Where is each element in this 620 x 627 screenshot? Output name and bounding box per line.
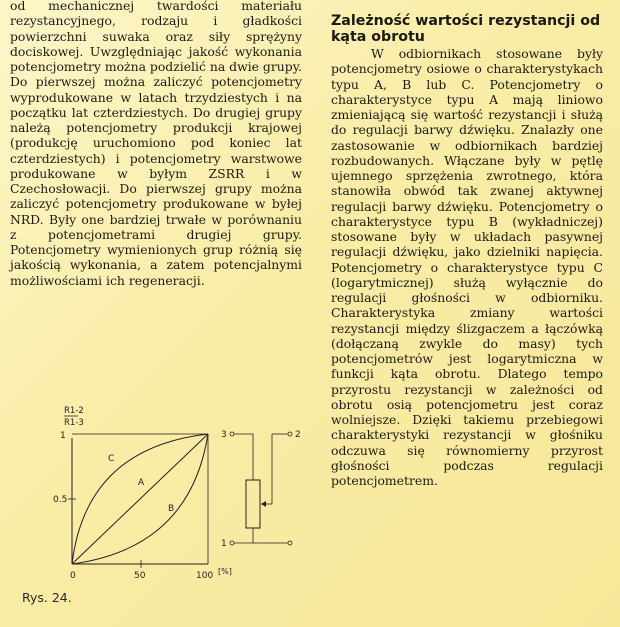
terminal-1-right <box>288 541 292 545</box>
figure-24 <box>20 398 310 598</box>
characteristic-diagram <box>20 398 310 598</box>
origin-label: 0 <box>70 571 76 581</box>
y-label-bottom: R1-3 <box>64 418 84 428</box>
left-text-column <box>10 0 302 288</box>
y-tick-label-half: 0.5 <box>53 495 68 505</box>
terminal-2 <box>288 432 292 436</box>
curve-label-a: A <box>138 478 145 488</box>
terminal-label-3: 3 <box>221 430 227 440</box>
terminal-3 <box>230 432 234 436</box>
section-heading: Zależność wartości rezystancji od kąta obrotu <box>331 13 601 45</box>
curve-label-b: B <box>168 504 175 514</box>
figure-caption: Rys. 24. <box>22 590 72 605</box>
terminal-label-2: 2 <box>295 430 301 440</box>
y-tick-label-1: 1 <box>60 431 66 441</box>
resistor-body <box>246 480 260 528</box>
x-tick-label-50: 50 <box>134 571 146 581</box>
right-text-column <box>331 0 603 488</box>
y-label-top: R1-2 <box>64 406 84 416</box>
x-unit-label: [%] <box>218 567 232 576</box>
left-paragraph: od mechanicznej twardości materiału rezystancyjnego, rodzaju i gładkości powierzchni suwaka oraz siły sprężyny dociskowej. Uwzględniając jakość wykonania potencjometry można podzielić na dwie grupy. Do pierwszej można zaliczyć potencjometry wyprodukowane w latach trzydziestych i na początku lat czterdziestych. Do drugiej grupy należą potencjometry produkcji krajowej (produkcję uruchomiono pod koniec lat czterdziestych) i potencjometry warstwowe produkowane w byłym ZSRR i w Czechosłowacji. Do pierwszej grupy można zaliczyć potencjometry produkowane w byłej NRD. Były one bardziej trwałe w porównaniu z potencjometrami drugiej grupy. Potencjometry wymienionych grup różnią się jakością wykonania, a zatem potencjalnymi możliwościami ich regeneracji. <box>10 0 302 288</box>
curve-label-c: C <box>108 454 115 464</box>
terminal-label-1: 1 <box>221 539 227 549</box>
wiper-arrow-icon <box>261 501 266 507</box>
right-paragraph: W odbiornikach stosowane były potencjometry osiowe o charakterystykach typu A, B lub C. Potencjometry o charakterystyce typu A mają liniowo zmieniającą się wartość rezystancji i służą do regulacji barwy dźwięku. Znalazły one zastosowanie w odbiornikach bardziej rozbudowanych. Włączane były w pętlę ujemnego sprzężenia zwrotnego, która stanowiła obwód tak zwanej aktywnej regulacji barwy dźwięku. Potencjometry o charakterystyce typu B (wykładniczej) stosowane były w układach pasywnej regulacji dźwięku, jako dzielniki napięcia. Potencjometry o charakterystyce typu C (logarytmicznej) służą wyłącznie do regulacji głośności w odbiorniku. Charakterystyka zmiany wartości rezystancji między ślizgaczem a łączówką (dołączaną zwykle do masy) tych potencjometrów jest logarytmiczna w funkcji kąta obrotu. Dlatego tempo przyrostu rezystancji w zależności od obrotu osią potencjometru jest coraz wolniejsze. Dzięki takiemu przebiegowi charakterystyki rezystancji w głośniku odczuwa się równomierny przyrost głośności podczas regulacji potencjometrem. <box>331 46 603 488</box>
x-tick-label-100: 100 <box>196 571 214 581</box>
terminal-1-left <box>230 541 234 545</box>
